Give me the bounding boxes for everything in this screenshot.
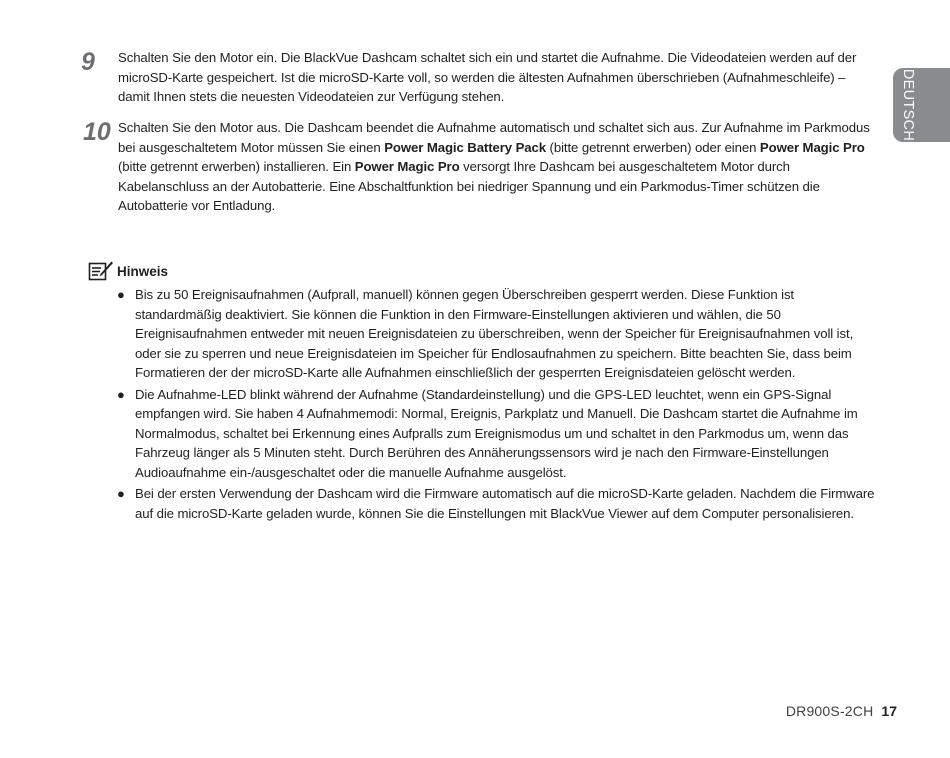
note-item (88, 285, 878, 383)
bullet-icon: ● (117, 287, 125, 302)
step-text-segment: Schalten Sie den Motor ein. Die BlackVue Dashcam schaltet sich ein und startet die Aufnahme. Die Videodateien werden auf der microSD-Karte gespeichert. Ist die microSD-Karte voll, so werden die ältesten Aufnahmen überschrieben (Aufnahmeschleife) – damit Ihnen stets die neuesten Videodateien zur Verfügung stehen. (118, 50, 857, 104)
note-item-text: Bis zu 50 Ereignisaufnahmen (Aufprall, manuell) können gegen Überschreiben gesperrt werden. Diese Funktion ist standardmäßig deaktiviert. Sie können die Funktion in den Firmware-Einstellungen aktivieren und wählen, die 50 Ereignisaufnahmen entweder mit neuen Ereignisdateien zu überschreiben, wenn der Speicher für Ereignisaufnahmen voll ist, oder sie zu sperren und neue Ereignisdateien im Speicher für Endlosaufnahmen zu speichern. Bitte beachten Sie, dass beim Formatieren der der microSD-Karte alle Aufnahmen einschließlich der gesperrten Ereignisdateien gelöscht werden. (135, 287, 854, 380)
step-text (118, 118, 870, 216)
language-tab (893, 68, 950, 142)
step-text-segment: (bitte getrennt erwerben) installieren. Ein (118, 159, 355, 174)
page-number: 17 (881, 703, 897, 719)
language-tab-label: DEUTSCH (900, 68, 916, 142)
bullet-icon: ● (117, 486, 125, 501)
step-number: 10 (83, 118, 111, 146)
step-text-segment: (bitte getrennt erwerben) oder einen (545, 139, 760, 155)
note-item (88, 484, 878, 523)
step-text (118, 48, 870, 107)
bullet-icon: ● (117, 386, 125, 402)
note-item-text: Bei der ersten Verwendung der Dashcam wird die Firmware automatisch auf die microSD-Karte geladen. Nachdem die Firmware auf die microSD-Karte geladen wurde, können Sie die Einstellungen mit BlackVue Viewer auf dem Computer personalisieren. (135, 486, 875, 521)
note-item (88, 385, 878, 483)
product-name: Power Magic Pro (759, 139, 865, 155)
note-section (88, 260, 878, 521)
note-pencil-icon (88, 260, 114, 282)
model-name: DR900S-2CH (785, 703, 874, 719)
step-text-segment: versorgt Ihre Dashcam bei ausgeschaltetem Motor durch Kabelanschluss an der Autobatterie. Eine Abschaltfunktion bei niedriger Spannung und ein Parkmodus-Timer schützen die Autobatterie vor Entladung. (118, 159, 820, 213)
note-list (88, 285, 878, 525)
note-header (88, 260, 878, 282)
note-title: Hinweis (117, 264, 169, 279)
step-text-segment: Schalten Sie den Motor aus. Die Dashcam beendet die Aufnahme automatisch und schaltet sich aus. Zur Aufnahme im Parkmodus bei ausgeschaltetem Motor müssen Sie einen (118, 120, 870, 155)
note-item-text: Die Aufnahme-LED blinkt während der Aufnahme (Standardeinstellung) und die GPS-LED leuchtet, wenn ein GPS-Signal empfangen wird. Sie haben 4 Aufnahmemodi: Normal, Ereignis, Parkplatz und Manuell. Die Dashcam startet die Aufnahme im Normalmodus, schaltet bei Erkennung eines Aufpralls zum Ereignismodus um und schaltet in den Parkmodus um, wenn das Fahrzeug länger als 5 Minuten steht. Durch Berühren des Annäherungssensors wird je nach den Firmware-Einstellungen Audioaufnahme ein-/ausgeschaltet oder die manuelle Aufnahme ausgelöst. (135, 386, 858, 480)
product-name: Power Magic Battery Pack (384, 139, 546, 155)
page-footer (786, 702, 897, 720)
product-name: Power Magic Pro (354, 159, 460, 174)
step-number: 9 (81, 48, 95, 76)
